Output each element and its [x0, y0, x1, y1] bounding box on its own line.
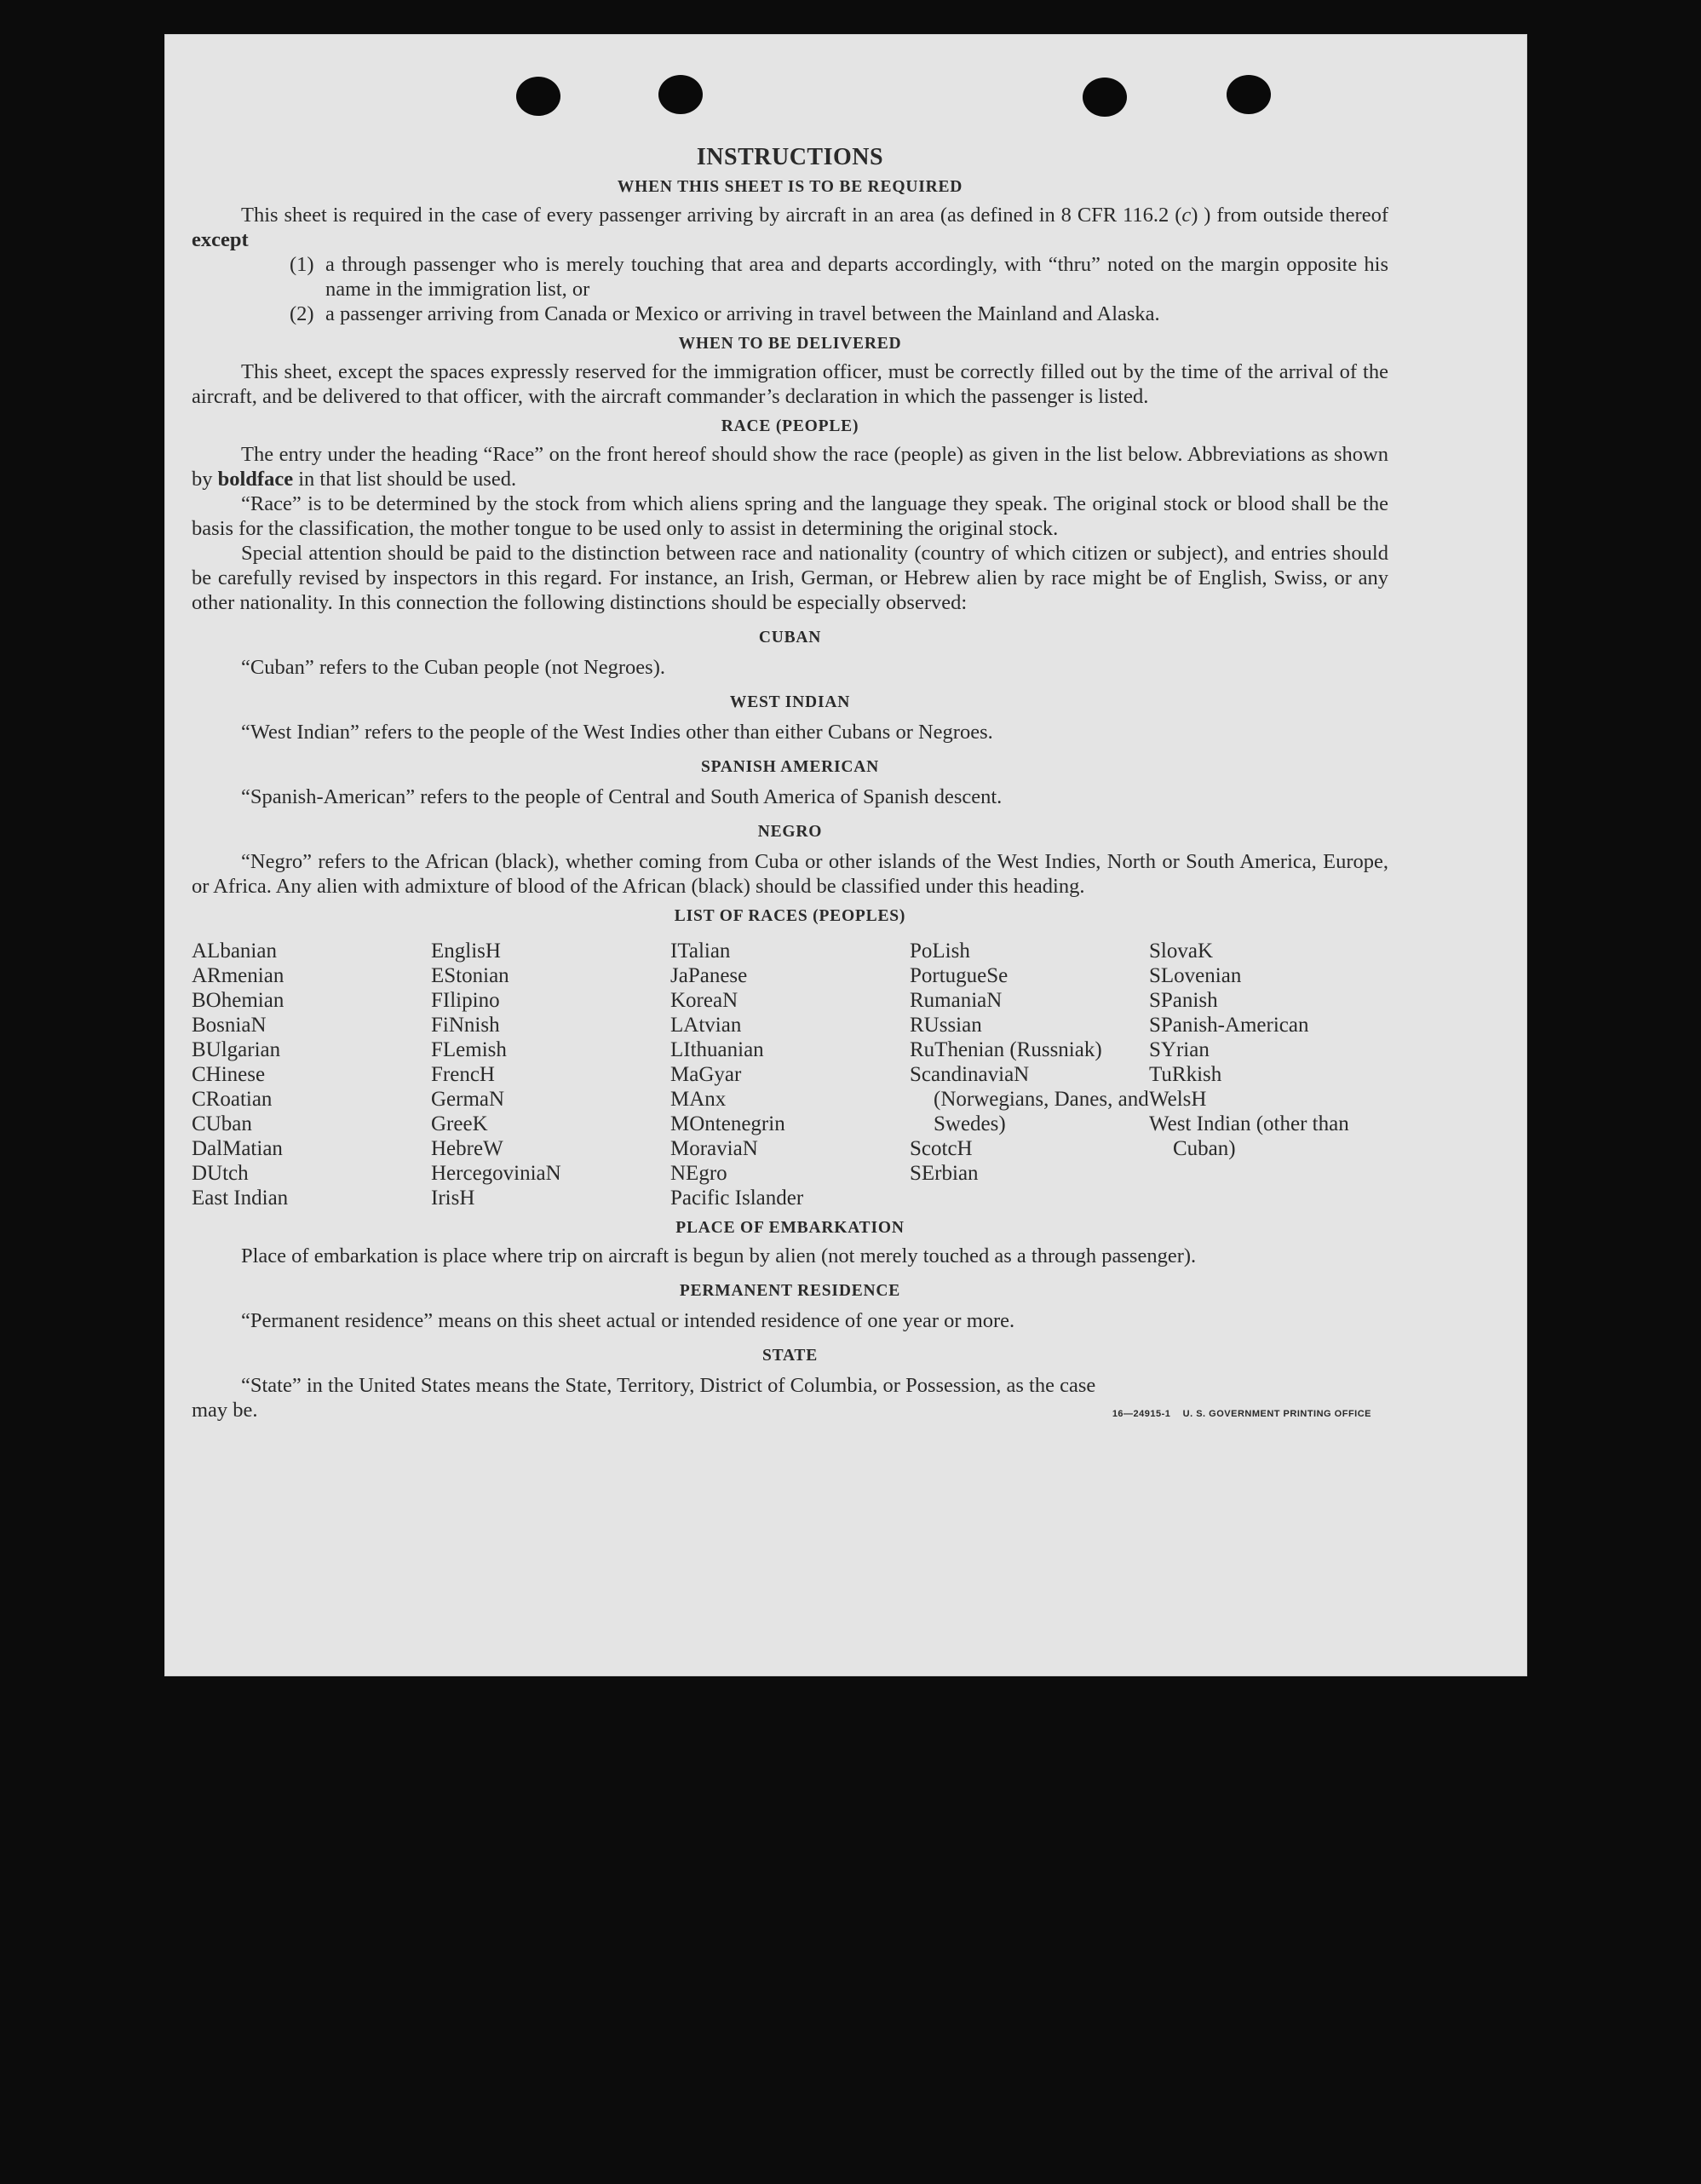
list-number: (2) [290, 302, 314, 325]
heading-when-required: WHEN THIS SHEET IS TO BE REQUIRED [617, 178, 963, 196]
race-column [1149, 939, 1388, 1210]
heading-spanish-american: SPANISH AMERICAN [700, 758, 880, 776]
race-item: LAtvian [670, 1014, 742, 1037]
race-item: MoraviaN [670, 1137, 758, 1160]
race-column [192, 939, 431, 1210]
paragraph-state: “State” in the United States means the State, Territory, District of Columbia, or Possession, as the case [241, 1374, 1096, 1397]
heading-west-indian: WEST INDIAN [729, 693, 851, 711]
form-code: 16—24915-1 [1112, 1409, 1171, 1419]
paragraph-state-end [192, 1398, 1388, 1427]
race-item: DalMatian [192, 1137, 283, 1160]
race-item: East Indian [192, 1187, 289, 1210]
race-item: ALbanian [192, 940, 277, 963]
punch-hole [516, 77, 560, 116]
list-number: (1) [290, 253, 314, 276]
paragraph-spanish-american: “Spanish-American” refers to the people of Central and South America of Spanish descent. [241, 785, 1003, 808]
race-item: SYrian [1149, 1038, 1210, 1061]
race-item: ITalian [670, 940, 731, 963]
race-item: JaPanese [670, 964, 748, 987]
heading-state: STATE [761, 1347, 819, 1365]
race-column [910, 939, 1149, 1210]
race-item: BUlgarian [192, 1038, 281, 1061]
race-item: SErbian [910, 1162, 979, 1185]
footer-code [1112, 1402, 1371, 1427]
list-item [192, 302, 1388, 326]
race-item: HercegoviniaN [431, 1162, 561, 1185]
race-item: FIlipino [431, 989, 500, 1012]
race-item: RUssian [910, 1014, 982, 1037]
race-item: RumaniaN [910, 989, 1003, 1012]
race-item: CUban [192, 1112, 252, 1135]
heading-embarkation: PLACE OF EMBARKATION [675, 1219, 905, 1237]
race-item: MaGyar [670, 1063, 742, 1086]
race-item: CHinese [192, 1063, 266, 1086]
race-column [670, 939, 910, 1210]
race-item: PortugueSe [910, 964, 1009, 987]
paragraph-west-indian: “West Indian” refers to the people of the West Indies other than either Cubans or Negroes. [241, 721, 993, 744]
page-title: INSTRUCTIONS [696, 144, 884, 170]
race-item: FrencH [431, 1063, 495, 1086]
race-item: PoLish [910, 940, 970, 963]
race-item: LIthuanian [670, 1038, 764, 1061]
race-item: ScotcH [910, 1137, 973, 1160]
document-sheet [164, 34, 1527, 1676]
race-item: TuRkish [1149, 1063, 1222, 1086]
heading-list-of-races: LIST OF RACES (PEOPLES) [674, 907, 906, 925]
race-item: KoreaN [670, 989, 738, 1012]
paragraph-negro: “Negro” refers to the African (black), whether coming from Cuba or other islands of the West Indies, North or South America, Europe, or Africa. Any alien with admixture of blood of the African (black) should be classified under this heading. [192, 850, 1388, 898]
punch-hole [1227, 75, 1271, 114]
race-list [192, 939, 1388, 1210]
race-item: NEgro [670, 1162, 727, 1185]
instructions-body [192, 145, 1388, 1427]
race-column [431, 939, 670, 1210]
race-item: ARmenian [192, 964, 284, 987]
race-item: EStonian [431, 964, 509, 987]
heading-residence: PERMANENT RESIDENCE [679, 1282, 901, 1300]
state-text-end: may be. [192, 1399, 258, 1422]
paragraph-residence: “Permanent residence” means on this sheet actual or intended residence of one year or more. [241, 1309, 1015, 1332]
race-item: FiNnish [431, 1014, 500, 1037]
paragraph-embarkation: Place of embarkation is place where trip on aircraft is begun by alien (not merely touched as a through passenger). [241, 1244, 1197, 1267]
paragraph-race-2: “Race” is to be determined by the stock from which aliens spring and the language they speak. The original stock or blood shall be the basis for the classification, the mother tongue to be used only to assist in determining the original stock. [192, 492, 1388, 540]
race-item: SLovenian [1149, 964, 1242, 987]
intro-text-mid: ) ) from outside thereof [1191, 204, 1388, 227]
list-text: a through passenger who is merely touching that area and departs accordingly, with “thru” noted on the margin opposite his name in the immigration list, or [325, 253, 1388, 301]
list-text: a passenger arriving from Canada or Mexico or arriving in travel between the Mainland and Alaska. [325, 302, 1160, 325]
paragraph-cuban: “Cuban” refers to the Cuban people (not Negroes). [241, 656, 665, 679]
heading-cuban: CUBAN [758, 629, 822, 647]
race-bold: boldface [217, 468, 294, 491]
race-item: West Indian (other than Cuban) [1149, 1112, 1349, 1160]
punch-hole [1083, 78, 1127, 117]
race-item: BosniaN [192, 1014, 267, 1037]
paragraph-race-1 [192, 442, 1388, 491]
race-item: SPanish [1149, 989, 1218, 1012]
punch-hole [658, 75, 703, 114]
race-item: MAnx [670, 1088, 727, 1111]
race-text: The entry under the heading “Race” on the front hereof should show the race (people) as given in the list below. Abbreviations as shown by [192, 443, 1388, 491]
intro-bold: except [192, 228, 249, 251]
race-item: MOntenegrin [670, 1112, 785, 1135]
race-item: Pacific Islander [670, 1187, 804, 1210]
race-item: RuThenian (Russniak) [910, 1038, 1102, 1061]
race-item: FLemish [431, 1038, 507, 1061]
intro-text: This sheet is required in the case of every passenger arriving by aircraft in an area (as defined in 8 CFR 116.2 ( [241, 204, 1182, 227]
race-item: GreeK [431, 1112, 488, 1135]
race-item: WelsH [1149, 1088, 1207, 1111]
heading-negro: NEGRO [757, 823, 823, 841]
race-item: IrisH [431, 1187, 475, 1210]
paragraph-when-delivered: This sheet, except the spaces expressly reserved for the immigration officer, must be correctly filled out by the time of the arrival of the aircraft, and be delivered to that officer, with the aircraft commander’s declaration in which the passenger is listed. [192, 360, 1388, 408]
race-item: EnglisH [431, 940, 501, 963]
race-item: DUtch [192, 1162, 249, 1185]
race-item: GermaN [431, 1088, 505, 1111]
race-item: ScandinaviaN (Norwegians, Danes, and Swedes) [910, 1063, 1149, 1135]
paragraph-when-required [192, 203, 1388, 252]
intro-italic: c [1181, 204, 1192, 227]
race-item: HebreW [431, 1137, 503, 1160]
race-item: BOhemian [192, 989, 284, 1012]
race-item: SlovaK [1149, 940, 1213, 963]
race-item: CRoatian [192, 1088, 273, 1111]
race-text-end: in that list should be used. [293, 468, 517, 491]
race-item: SPanish-American [1149, 1014, 1309, 1037]
printer-name: U. S. GOVERNMENT PRINTING OFFICE [1182, 1409, 1371, 1419]
list-item [192, 252, 1388, 302]
heading-when-delivered: WHEN TO BE DELIVERED [678, 335, 902, 353]
heading-race: RACE (PEOPLE) [721, 417, 859, 435]
paragraph-race-3: Special attention should be paid to the distinction between race and nationality (country of which citizen or subject), and entries should be carefully revised by inspectors in this regard. For instance, an Irish, German, or Hebrew alien by race might be of English, Swiss, or any other nationality. In this connection the following distinctions should be especially observed: [192, 542, 1388, 614]
